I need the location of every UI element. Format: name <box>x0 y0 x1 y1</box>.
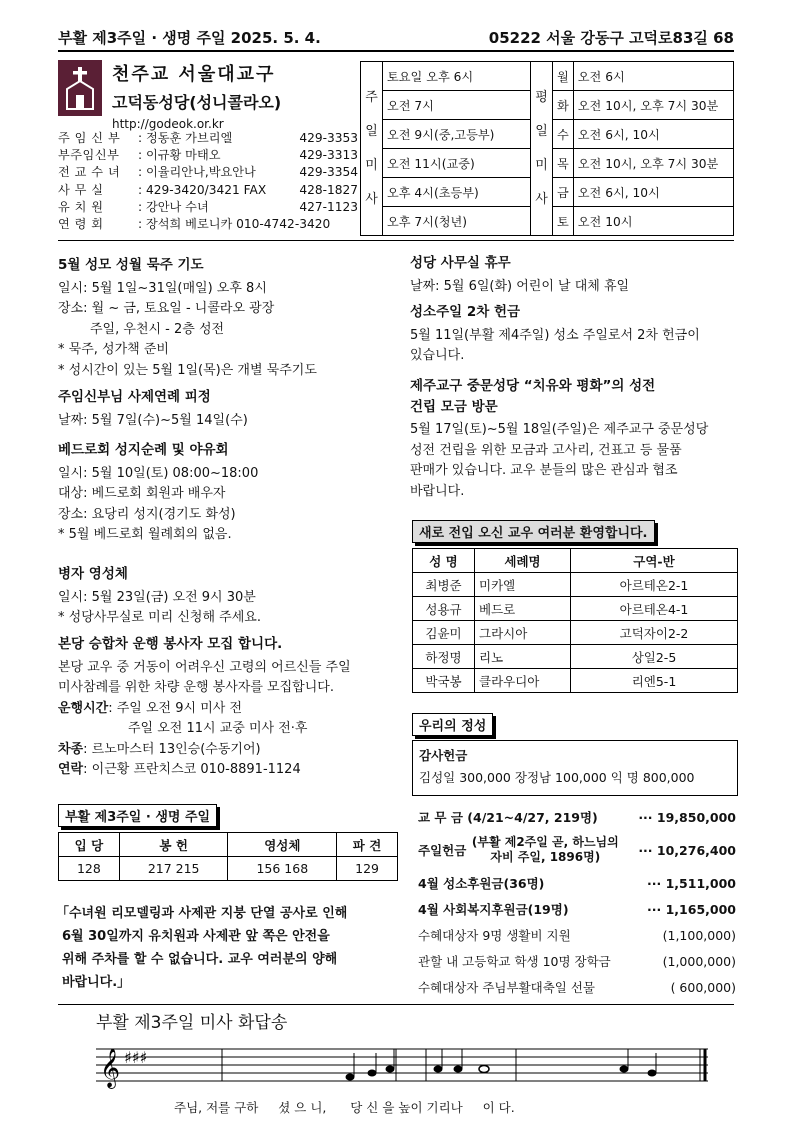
text-line: 장소: 월 ~ 금, 토요일 - 니콜라오 광장 <box>58 301 275 316</box>
section-title: 주임신부님 사제연례 피정 <box>58 389 211 405</box>
parish-url[interactable]: http://godeok.or.kr <box>112 117 224 131</box>
newcomers-title <box>412 520 655 543</box>
stats-title <box>58 804 217 827</box>
text-line: 일시: 5월 1일~31일(매일) 오후 8시 <box>58 280 267 296</box>
staff-role: 부주임신부 <box>58 148 120 163</box>
weekday-mass-time: 오전 10시, 오후 7시 30분 <box>573 149 733 178</box>
table-row: 성용규 베드로 아르테온4-1 <box>413 597 738 621</box>
text-line: * 5월 베드로회 월례회의 없음. <box>58 527 232 542</box>
treble-clef-icon: 𝄞 <box>100 1048 121 1088</box>
jeju-visit-section <box>410 376 740 502</box>
parish-logo <box>58 60 102 116</box>
notice-line: 6월 30일까지 유치원과 사제관 앞 쪽은 안전을 <box>62 929 330 944</box>
staff-name: : 429-3420/3421 FAX <box>138 182 267 197</box>
text-line: * 성당사무실로 미리 신청해 주세요. <box>58 610 261 625</box>
text-line: 판매가 있습니다. 교우 분들의 많은 관심과 협조 <box>410 463 678 478</box>
text-line: 있습니다. <box>410 348 465 363</box>
offering-row: 4월 사회복지후원금(19명) ··· 1,165,000 <box>418 901 736 917</box>
staff-role: 사 무 실 <box>58 182 104 197</box>
text-line: 날짜: 5월 7일(수)~5월 14일(수) <box>58 412 248 428</box>
stats-value: 156 168 <box>228 857 337 881</box>
weekday-mass-time: 오전 10시, 오후 7시 30분 <box>573 91 733 120</box>
offering-row: 주일헌금 (부활 제2주일 곧, 하느님의 자비 주일, 1896명) ··· 10,276,400 <box>418 835 736 864</box>
weekday-day: 월 <box>553 62 574 91</box>
parish-name <box>112 60 352 131</box>
newcomers-header: 구역-반 <box>571 549 738 573</box>
staff-row <box>58 147 358 164</box>
parish-line1: 천주교 서울대교구 <box>112 64 276 85</box>
header-date: 부활 제3주일 · 생명 주일 2025. 5. 4. <box>58 29 321 47</box>
office-closed-section <box>410 253 740 297</box>
parish-line2: 고덕동성당(성니콜라오) <box>112 93 282 112</box>
staff-row <box>58 216 358 233</box>
stats-value: 129 <box>337 857 398 881</box>
music-lyrics: 주님, 저를 구하 셨 으 니, 당 신 을 높이 기리나 이 다. <box>174 1100 515 1115</box>
sunday-mass-time: 오전 7시 <box>383 91 531 120</box>
offering-row: 4월 성소후원금(36명) ··· 1,511,000 <box>418 875 736 891</box>
text-line: : 이근황 프란치스코 010-8891-1124 <box>83 762 301 777</box>
newcomers-header: 세례명 <box>475 549 571 573</box>
section-title: 베드로회 성지순례 및 야유회 <box>58 442 229 458</box>
text-line: 주일, 우천시 - 2층 성전 <box>90 321 225 337</box>
van-volunteer-section <box>58 634 398 781</box>
sick-communion-section <box>58 564 398 629</box>
staff-row <box>58 130 358 147</box>
stats-value: 217 215 <box>119 857 228 881</box>
text-line: 미사참례를 위한 차량 운행 봉사자를 모집합니다. <box>58 680 334 695</box>
table-row: 박국봉 클라우디아 리엔5-1 <box>413 669 738 693</box>
section-title: 본당 승합차 운행 봉사자 모집 합니다. <box>58 636 283 652</box>
label: 운행시간 <box>58 700 109 716</box>
weekday-day: 금 <box>553 178 574 207</box>
offering-detail-row: 관할 내 고등학교 학생 10명 장학금 (1,000,000) <box>418 953 736 969</box>
weekday-mass-time: 오전 6시, 10시 <box>573 178 733 207</box>
label: 차종 <box>58 741 84 757</box>
newcomers-title-text: 새로 전입 오신 교우 여러분 환영합니다. <box>412 520 655 543</box>
notice-line: 「수녀원 리모델링과 사제관 지붕 단열 공사로 인해 <box>56 906 348 921</box>
staff-name: : 강안나 수녀 <box>138 199 209 214</box>
weekday-day: 목 <box>553 149 574 178</box>
second-collection-section <box>410 302 740 367</box>
weekday-day: 화 <box>553 91 574 120</box>
section-title: 성소주일 2차 헌금 <box>410 304 521 320</box>
staff-row <box>58 164 358 181</box>
parking-notice <box>56 902 401 994</box>
staff-tel: 428-1827 <box>299 182 358 197</box>
text-line: 성전 건립을 위한 모금과 고사리, 건표고 등 물품 <box>410 442 682 458</box>
weekday-mass-time: 오전 6시 <box>573 62 733 91</box>
text-line: 5월 11일(부활 제4주일) 성소 주일로서 2차 헌금이 <box>410 327 700 343</box>
text-line: 장소: 요당리 성지(경기도 화성) <box>58 506 236 522</box>
weekday-mass-label: 평 일 미 사 <box>531 62 553 236</box>
sunday-mass-time: 오후 4시(초등부) <box>383 178 531 207</box>
staff-tel: 429-3313 <box>299 148 358 163</box>
weekday-mass-time: 오전 10시 <box>573 207 733 236</box>
label: 연락 <box>58 762 84 777</box>
staff-tel: 429-3353 <box>299 131 358 145</box>
music-staff <box>96 1039 716 1095</box>
offerings-title <box>412 713 493 736</box>
staff-list <box>58 130 358 233</box>
offering-detail-row: 수혜대상자 9명 생활비 지원 (1,100,000) <box>418 927 736 943</box>
header-bar <box>58 30 734 52</box>
music-title: 부활 제3주일 미사 화답송 <box>96 1013 288 1033</box>
stats-header: 파 견 <box>337 833 398 857</box>
stats-header: 입 당 <box>59 833 120 857</box>
staff-row <box>58 199 358 216</box>
text-line: : 주일 오전 9시 미사 전 <box>108 700 243 716</box>
text-line: 대상: 베드로회 회원과 배우자 <box>58 486 226 501</box>
weekday-day: 수 <box>553 120 574 149</box>
text-line: 주일 오전 11시 교중 미사 전·후 <box>128 721 308 736</box>
notice-line: 바랍니다.」 <box>62 975 131 990</box>
sunday-mass-time: 오전 11시(교중) <box>383 149 531 178</box>
section-title: 제주교구 중문성당 “치유와 평화”의 성전 <box>410 378 656 394</box>
thanks-offering-box <box>412 740 738 796</box>
stats-header: 봉 헌 <box>119 833 228 857</box>
weekday-mass-time: 오전 6시, 10시 <box>573 120 733 149</box>
table-row: 하정명 리노 상일2-5 <box>413 645 738 669</box>
staff-name: : 장석희 베로니카 010-4742-3420 <box>138 217 331 232</box>
stats-title-text: 부활 제3주일 · 생명 주일 <box>58 804 217 827</box>
notice-line: 위해 주차를 할 수 없습니다. 교우 여러분의 양해 <box>62 952 338 967</box>
thanks-values: 김성일 300,000 장정남 100,000 익 명 800,000 <box>419 770 695 785</box>
staff-role: 연 령 회 <box>58 217 104 232</box>
svg-text:♯♯♯: ♯♯♯ <box>124 1048 148 1067</box>
weekday-day: 토 <box>553 207 574 236</box>
sunday-mass-label: 주 일 미 사 <box>361 62 383 236</box>
section-title: 건립 모금 방문 <box>410 398 498 415</box>
table-row: 최병준 미카엘 아르테온2-1 <box>413 573 738 597</box>
staff-name: : 이율리안나,박요안나 <box>138 165 256 180</box>
newcomers-table <box>412 548 738 693</box>
text-line: * 성시간이 있는 5월 1일(목)은 개별 묵주기도 <box>58 362 317 378</box>
thanks-label: 감사헌금 <box>419 748 468 763</box>
text-line: 일시: 5월 23일(금) 오전 9시 30분 <box>58 589 256 605</box>
sunday-mass-time: 오전 9시(중,고등부) <box>383 120 531 149</box>
offerings-list <box>418 804 736 1000</box>
stats-value: 128 <box>59 857 120 881</box>
offerings-title-text: 우리의 정성 <box>412 713 493 736</box>
offering-row: 교 무 금 (4/21~4/27, 219명) ··· 19,850,000 <box>418 809 736 825</box>
staff-name: : 정동훈 가브리엘 <box>138 131 233 145</box>
church-icon <box>63 65 97 111</box>
peter-pilgrimage-section <box>58 440 398 546</box>
rosary-section <box>58 255 398 381</box>
staff-role: 전 교 수 녀 <box>58 165 121 180</box>
sunday-mass-time: 토요일 오후 6시 <box>383 62 531 91</box>
staff-role: 유 치 원 <box>58 199 104 214</box>
section-title: 성당 사무실 휴무 <box>410 255 511 271</box>
offering-detail-row: 수혜대상자 주님부활대축일 선물 ( 600,000) <box>418 979 736 995</box>
staff-role: 주 임 신 부 <box>58 131 121 145</box>
psalm-music <box>96 1008 716 1116</box>
text-line: 바랍니다. <box>410 483 465 499</box>
header-address: 05222 서울 강동구 고덕로83길 68 <box>488 29 734 47</box>
text-line: : 르노마스터 13인승(수동기어) <box>83 741 261 757</box>
stats-header: 영성체 <box>228 833 337 857</box>
staff-tel: 427-1123 <box>299 199 358 214</box>
stats-table <box>58 832 398 881</box>
pastor-retreat-section <box>58 387 398 431</box>
table-row: 김윤미 그라시아 고덕자이2-2 <box>413 621 738 645</box>
mass-schedule-table <box>360 61 734 236</box>
text-line: * 묵주, 성가책 준비 <box>58 342 169 357</box>
sunday-mass-time: 오후 7시(청년) <box>383 207 531 236</box>
section-title: 5월 성모 성월 묵주 기도 <box>58 257 204 273</box>
text-line: 일시: 5월 10일(토) 08:00~18:00 <box>58 465 259 481</box>
section-title: 병자 영성체 <box>58 566 128 582</box>
text-line: 본당 교우 중 거동이 어려우신 고령의 어르신들 주일 <box>58 659 351 675</box>
text-line: 5월 17일(토)~5월 18일(주일)은 제주교구 중문성당 <box>410 422 709 437</box>
staff-tel: 429-3354 <box>299 165 358 180</box>
text-line: 날짜: 5월 6일(화) 어린이 날 대체 휴일 <box>410 278 630 294</box>
divider <box>58 240 734 241</box>
staff-row <box>58 182 358 199</box>
staff-name: : 이규황 마태오 <box>138 148 221 163</box>
music-divider <box>58 1004 734 1005</box>
newcomers-header: 성 명 <box>413 549 475 573</box>
